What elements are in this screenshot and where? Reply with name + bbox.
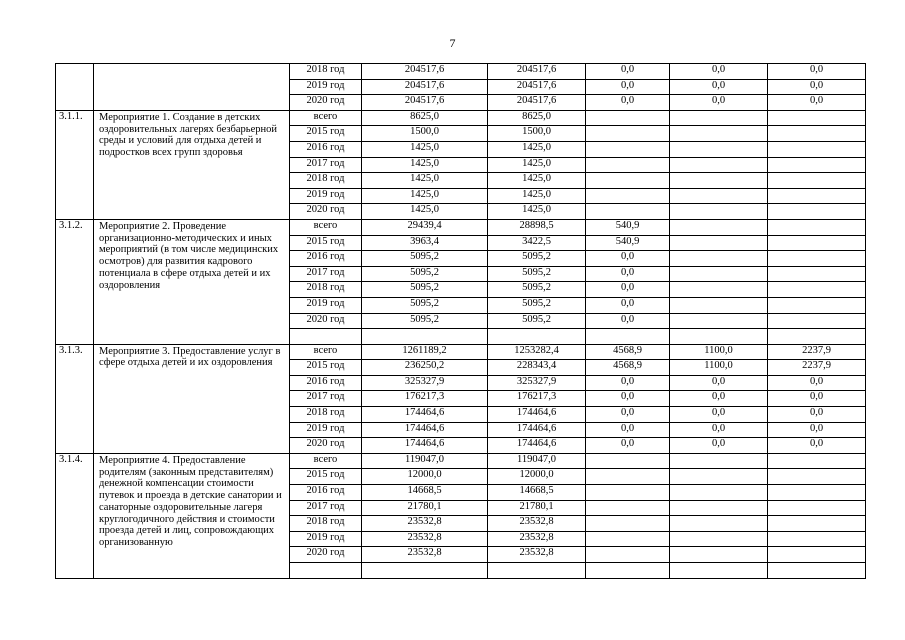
amount-cell [768, 313, 866, 329]
amount-cell: 540,9 [586, 219, 670, 235]
amount-cell: 0,0 [768, 64, 866, 80]
amount-cell [670, 329, 768, 345]
amount-cell: 2237,9 [768, 360, 866, 376]
amount-cell: 23532,8 [488, 516, 586, 532]
amount-cell [768, 219, 866, 235]
amount-cell: 1425,0 [488, 173, 586, 189]
amount-cell [670, 235, 768, 251]
amount-cell [586, 453, 670, 469]
amount-cell: 5095,2 [362, 251, 488, 267]
period-cell: 2017 год [290, 391, 362, 407]
amount-cell [586, 547, 670, 563]
amount-cell [586, 157, 670, 173]
amount-cell [670, 204, 768, 220]
amount-cell [768, 500, 866, 516]
amount-cell: 23532,8 [362, 516, 488, 532]
amount-cell [768, 516, 866, 532]
amount-cell: 0,0 [768, 391, 866, 407]
amount-cell: 1425,0 [488, 188, 586, 204]
amount-cell [768, 173, 866, 189]
period-cell: 2020 год [290, 313, 362, 329]
amount-cell [670, 173, 768, 189]
amount-cell [768, 297, 866, 313]
amount-cell [768, 204, 866, 220]
amount-cell: 5095,2 [488, 282, 586, 298]
period-cell: 2015 год [290, 360, 362, 376]
amount-cell [670, 188, 768, 204]
amount-cell: 119047,0 [488, 453, 586, 469]
amount-cell: 28898,5 [488, 219, 586, 235]
amount-cell [670, 563, 768, 579]
period-cell: 2017 год [290, 500, 362, 516]
amount-cell: 0,0 [586, 438, 670, 454]
amount-cell: 1425,0 [362, 173, 488, 189]
amount-cell: 1100,0 [670, 344, 768, 360]
amount-cell: 1425,0 [362, 141, 488, 157]
amount-cell: 5095,2 [488, 297, 586, 313]
amount-cell: 204517,6 [362, 79, 488, 95]
amount-cell: 1253282,4 [488, 344, 586, 360]
measure-name: Мероприятие 3. Предоставление услуг в сфере отдыха детей и их оздоровления [94, 344, 290, 453]
period-cell: 2019 год [290, 422, 362, 438]
amount-cell: 4568,9 [586, 344, 670, 360]
amount-cell [768, 453, 866, 469]
amount-cell: 174464,6 [362, 407, 488, 423]
period-cell: 2017 год [290, 266, 362, 282]
amount-cell [670, 282, 768, 298]
amount-cell [586, 141, 670, 157]
amount-cell [670, 485, 768, 501]
amount-cell [768, 266, 866, 282]
period-cell: 2020 год [290, 438, 362, 454]
period-cell [290, 563, 362, 579]
amount-cell: 14668,5 [362, 485, 488, 501]
amount-cell: 0,0 [586, 313, 670, 329]
amount-cell [768, 282, 866, 298]
table-row [56, 344, 866, 360]
amount-cell [586, 516, 670, 532]
amount-cell: 1425,0 [362, 204, 488, 220]
amount-cell [768, 141, 866, 157]
amount-cell: 0,0 [670, 95, 768, 111]
amount-cell: 12000,0 [362, 469, 488, 485]
amount-cell: 3963,4 [362, 235, 488, 251]
amount-cell: 228343,4 [488, 360, 586, 376]
amount-cell: 176217,3 [362, 391, 488, 407]
amount-cell [586, 563, 670, 579]
amount-cell: 0,0 [586, 375, 670, 391]
amount-cell: 174464,6 [362, 422, 488, 438]
amount-cell [768, 235, 866, 251]
amount-cell: 5095,2 [362, 282, 488, 298]
amount-cell [586, 329, 670, 345]
measure-code: 3.1.2. [56, 219, 94, 344]
amount-cell [586, 485, 670, 501]
amount-cell: 0,0 [670, 407, 768, 423]
period-cell: 2018 год [290, 64, 362, 80]
amount-cell [768, 251, 866, 267]
amount-cell: 1261189,2 [362, 344, 488, 360]
amount-cell: 1425,0 [362, 157, 488, 173]
amount-cell: 1425,0 [362, 188, 488, 204]
amount-cell [362, 329, 488, 345]
amount-cell [768, 110, 866, 126]
amount-cell [670, 219, 768, 235]
amount-cell [670, 297, 768, 313]
amount-cell [768, 563, 866, 579]
measure-name [94, 64, 290, 111]
amount-cell: 174464,6 [362, 438, 488, 454]
amount-cell: 1500,0 [488, 126, 586, 142]
amount-cell: 21780,1 [362, 500, 488, 516]
amount-cell: 0,0 [586, 391, 670, 407]
amount-cell: 0,0 [670, 64, 768, 80]
period-cell: 2015 год [290, 126, 362, 142]
amount-cell: 0,0 [586, 297, 670, 313]
amount-cell: 176217,3 [488, 391, 586, 407]
amount-cell: 204517,6 [362, 64, 488, 80]
amount-cell: 204517,6 [488, 95, 586, 111]
amount-cell: 0,0 [586, 64, 670, 80]
amount-cell [768, 531, 866, 547]
amount-cell: 236250,2 [362, 360, 488, 376]
period-cell: 2015 год [290, 469, 362, 485]
amount-cell: 540,9 [586, 235, 670, 251]
amount-cell: 1425,0 [488, 141, 586, 157]
period-cell [290, 329, 362, 345]
amount-cell [768, 126, 866, 142]
amount-cell [586, 126, 670, 142]
amount-cell: 2237,9 [768, 344, 866, 360]
measure-code: 3.1.1. [56, 110, 94, 219]
table-body [56, 64, 866, 579]
period-cell: 2016 год [290, 485, 362, 501]
amount-cell [586, 531, 670, 547]
period-cell: всего [290, 110, 362, 126]
amount-cell: 0,0 [586, 251, 670, 267]
amount-cell: 23532,8 [488, 531, 586, 547]
table-row [56, 219, 866, 235]
amount-cell: 1500,0 [362, 126, 488, 142]
amount-cell [488, 329, 586, 345]
amount-cell: 29439,4 [362, 219, 488, 235]
amount-cell [670, 157, 768, 173]
amount-cell: 0,0 [670, 79, 768, 95]
amount-cell [586, 173, 670, 189]
amount-cell [586, 469, 670, 485]
table-row [56, 453, 866, 469]
amount-cell: 12000,0 [488, 469, 586, 485]
measure-code: 3.1.4. [56, 453, 94, 578]
amount-cell: 5095,2 [362, 297, 488, 313]
amount-cell: 3422,5 [488, 235, 586, 251]
measure-code [56, 64, 94, 111]
amount-cell: 0,0 [670, 438, 768, 454]
amount-cell [670, 313, 768, 329]
amount-cell [670, 469, 768, 485]
amount-cell: 204517,6 [488, 64, 586, 80]
measure-name: Мероприятие 1. Создание в детских оздоровительных лагерях безбарьерной среды и условий для отдыха детей и подростков всех групп здоровья [94, 110, 290, 219]
amount-cell: 204517,6 [362, 95, 488, 111]
period-cell: 2019 год [290, 79, 362, 95]
period-cell: 2015 год [290, 235, 362, 251]
amount-cell [670, 141, 768, 157]
amount-cell: 5095,2 [362, 266, 488, 282]
amount-cell [768, 157, 866, 173]
amount-cell: 5095,2 [488, 266, 586, 282]
amount-cell [670, 110, 768, 126]
period-cell: 2020 год [290, 95, 362, 111]
amount-cell: 0,0 [586, 422, 670, 438]
amount-cell: 0,0 [768, 95, 866, 111]
amount-cell: 174464,6 [488, 438, 586, 454]
period-cell: 2018 год [290, 173, 362, 189]
amount-cell: 1425,0 [488, 157, 586, 173]
amount-cell [670, 453, 768, 469]
period-cell: 2017 год [290, 157, 362, 173]
amount-cell: 23532,8 [362, 531, 488, 547]
period-cell: всего [290, 219, 362, 235]
amount-cell: 0,0 [768, 79, 866, 95]
period-cell: 2016 год [290, 375, 362, 391]
amount-cell [670, 126, 768, 142]
measure-code: 3.1.3. [56, 344, 94, 453]
amount-cell [768, 329, 866, 345]
amount-cell [586, 110, 670, 126]
amount-cell: 5095,2 [488, 313, 586, 329]
budget-table [55, 63, 866, 579]
amount-cell: 0,0 [586, 79, 670, 95]
amount-cell [362, 563, 488, 579]
amount-cell [670, 500, 768, 516]
period-cell: 2019 год [290, 297, 362, 313]
amount-cell: 0,0 [670, 391, 768, 407]
period-cell: 2019 год [290, 531, 362, 547]
amount-cell: 174464,6 [488, 407, 586, 423]
period-cell: 2018 год [290, 282, 362, 298]
amount-cell: 1425,0 [488, 204, 586, 220]
period-cell: 2016 год [290, 251, 362, 267]
period-cell: всего [290, 344, 362, 360]
amount-cell: 0,0 [586, 95, 670, 111]
amount-cell: 1100,0 [670, 360, 768, 376]
period-cell: 2020 год [290, 547, 362, 563]
amount-cell: 0,0 [768, 438, 866, 454]
page-number: 7 [449, 36, 456, 50]
amount-cell [768, 188, 866, 204]
amount-cell [488, 563, 586, 579]
amount-cell: 4568,9 [586, 360, 670, 376]
amount-cell [670, 531, 768, 547]
amount-cell: 14668,5 [488, 485, 586, 501]
period-cell: всего [290, 453, 362, 469]
amount-cell [768, 485, 866, 501]
amount-cell [586, 188, 670, 204]
amount-cell: 23532,8 [362, 547, 488, 563]
amount-cell: 5095,2 [362, 313, 488, 329]
amount-cell [670, 547, 768, 563]
amount-cell [670, 251, 768, 267]
period-cell: 2016 год [290, 141, 362, 157]
amount-cell: 0,0 [586, 266, 670, 282]
amount-cell: 5095,2 [488, 251, 586, 267]
amount-cell [586, 500, 670, 516]
amount-cell: 0,0 [768, 407, 866, 423]
amount-cell: 8625,0 [362, 110, 488, 126]
amount-cell: 0,0 [670, 375, 768, 391]
amount-cell: 0,0 [768, 422, 866, 438]
amount-cell: 0,0 [768, 375, 866, 391]
amount-cell: 119047,0 [362, 453, 488, 469]
table-row [56, 64, 866, 80]
period-cell: 2019 год [290, 188, 362, 204]
measure-name: Мероприятие 4. Предоставление родителям (законным представителям) денежной компенсации стоимости путевок и проезда в детские санатории и санаторные оздоровительные лагеря круглогодичного действия и стоимости проезда детей и лиц, сопровождающих организованную [94, 453, 290, 578]
amount-cell: 0,0 [586, 407, 670, 423]
amount-cell [768, 469, 866, 485]
amount-cell: 21780,1 [488, 500, 586, 516]
amount-cell: 0,0 [670, 422, 768, 438]
measure-name: Мероприятие 2. Проведение организационно-методических и иных мероприятий (в том числе медицинских осмотров) для развития кадрового потенциала в сфере отдыха детей и их оздоровления [94, 219, 290, 344]
amount-cell: 174464,6 [488, 422, 586, 438]
amount-cell: 23532,8 [488, 547, 586, 563]
table-row [56, 110, 866, 126]
period-cell: 2018 год [290, 407, 362, 423]
amount-cell: 204517,6 [488, 79, 586, 95]
period-cell: 2020 год [290, 204, 362, 220]
period-cell: 2018 год [290, 516, 362, 532]
amount-cell: 8625,0 [488, 110, 586, 126]
amount-cell [768, 547, 866, 563]
amount-cell: 325327,9 [488, 375, 586, 391]
amount-cell: 325327,9 [362, 375, 488, 391]
amount-cell [670, 266, 768, 282]
amount-cell [670, 516, 768, 532]
amount-cell [586, 204, 670, 220]
amount-cell: 0,0 [586, 282, 670, 298]
